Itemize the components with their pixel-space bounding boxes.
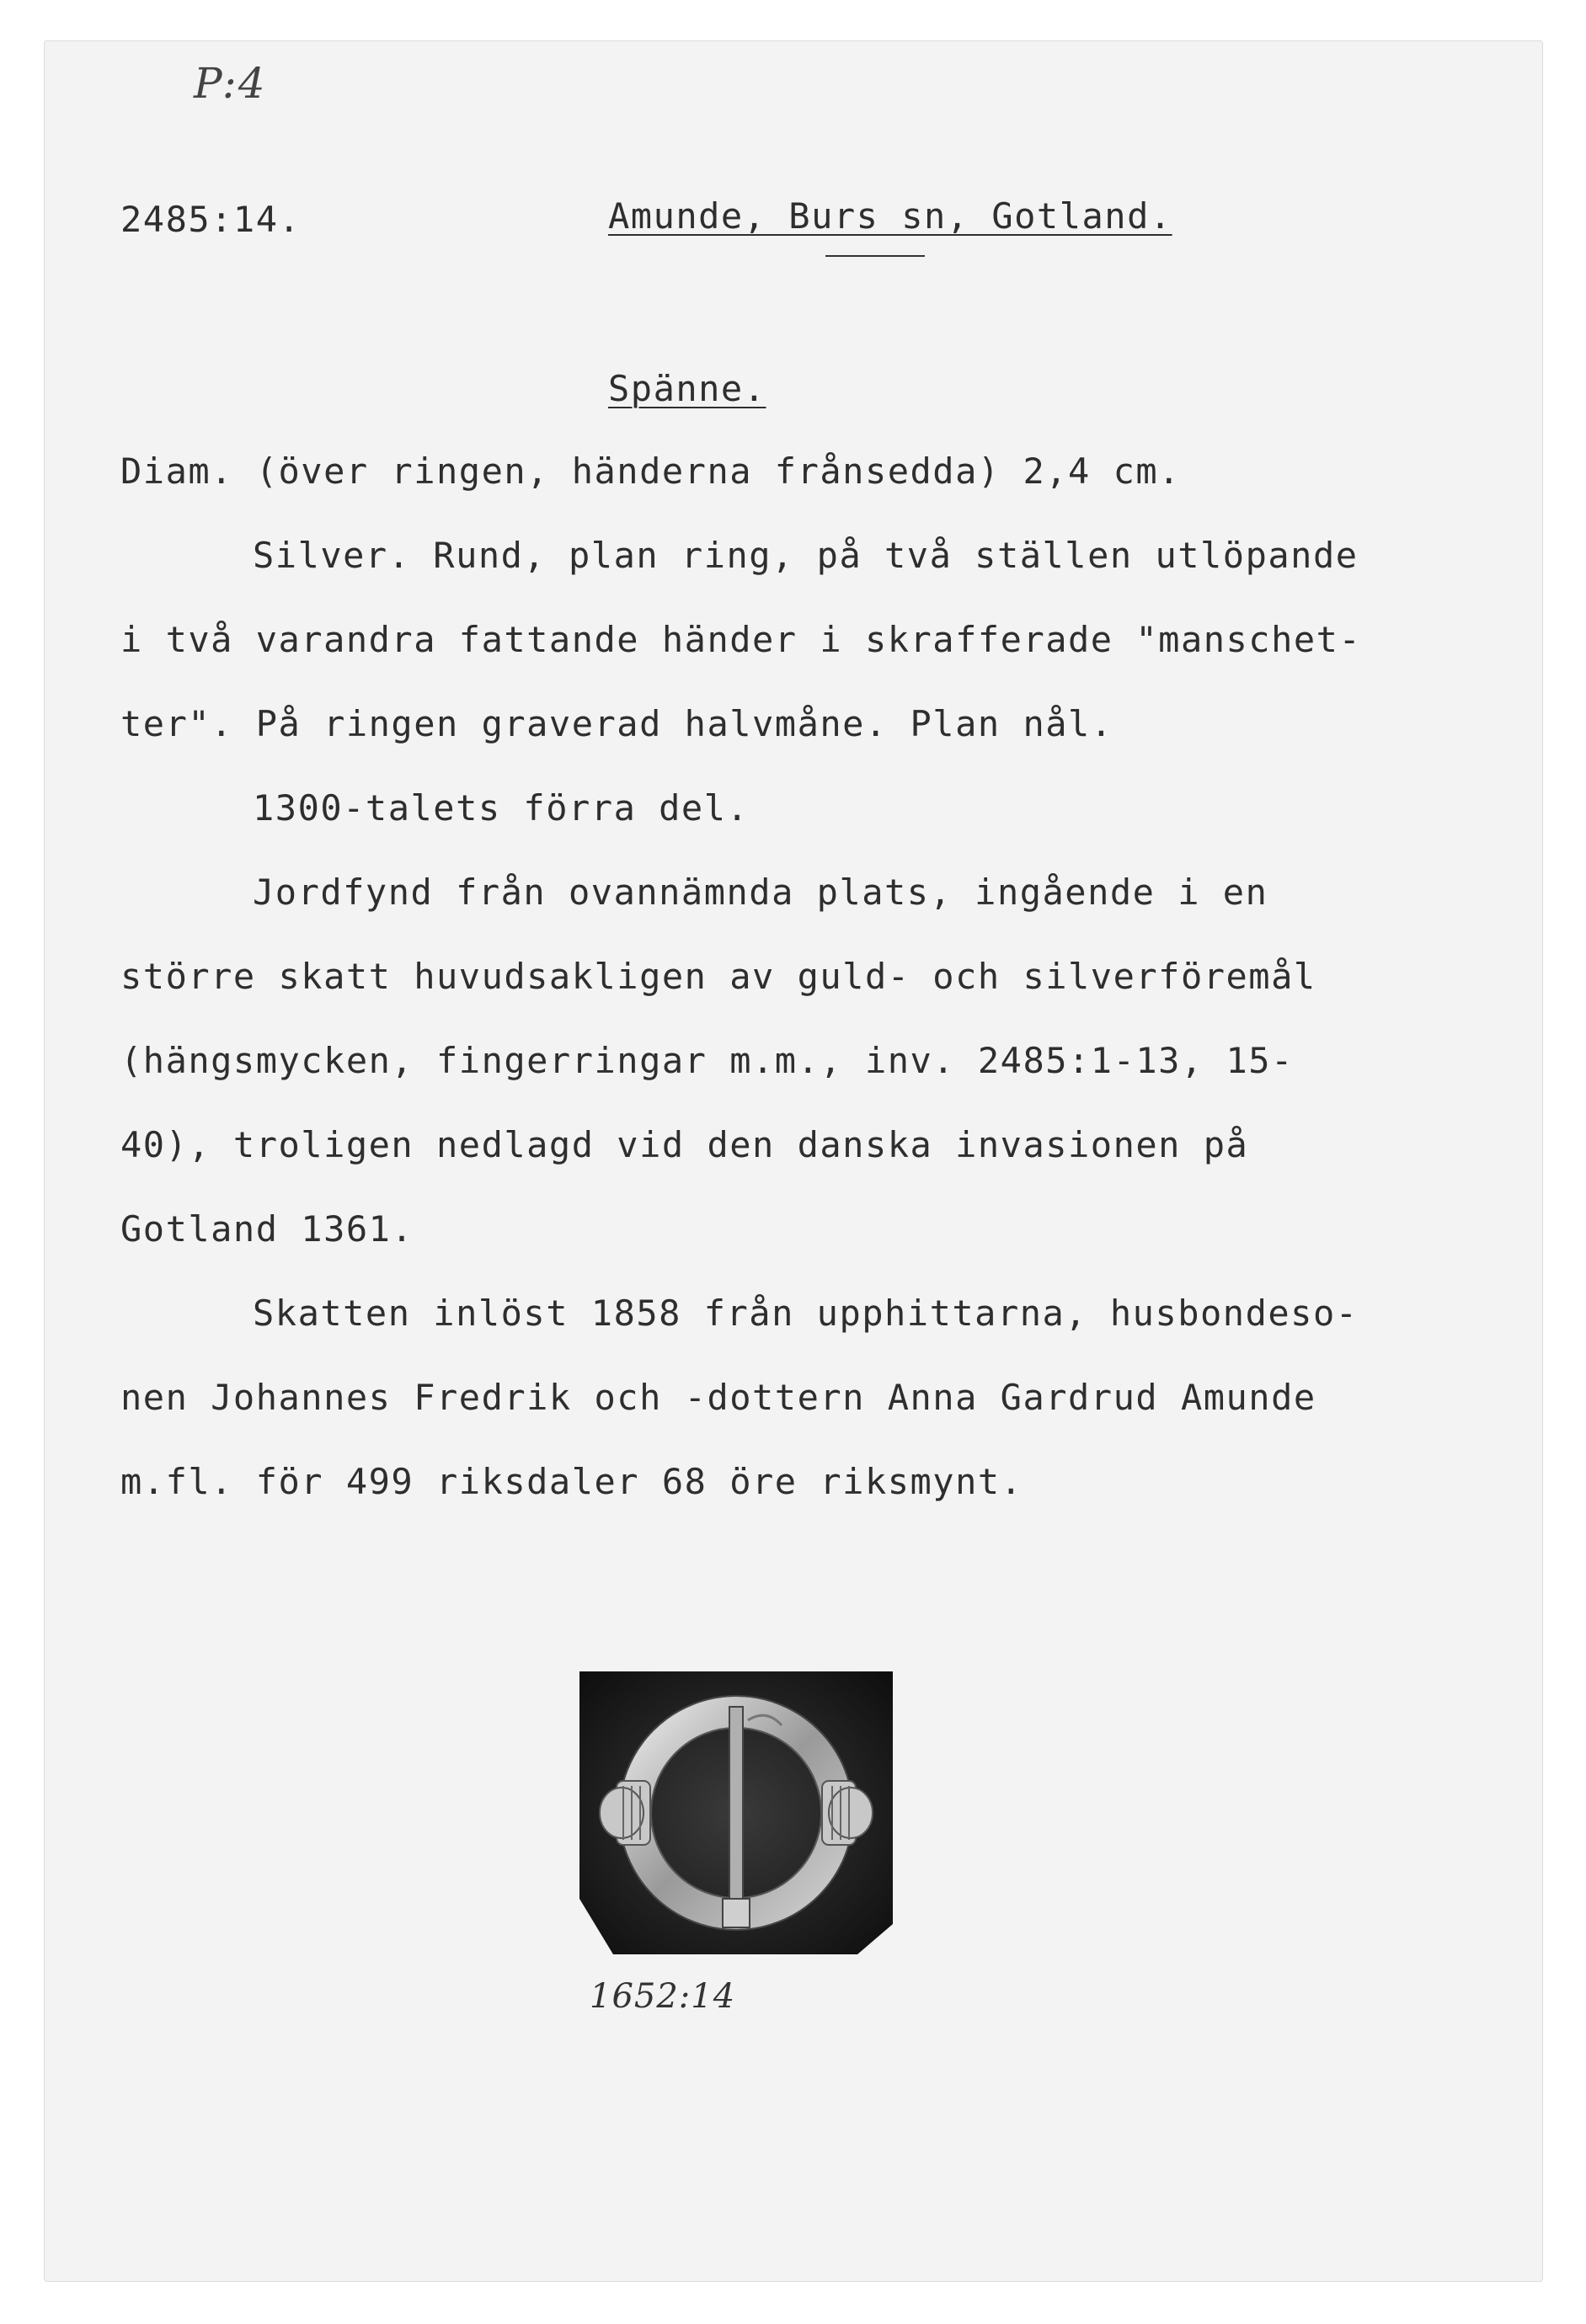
description-line: Diam. (över ringen, händerna frånsedda) 2,4 cm. bbox=[120, 450, 1181, 492]
description-line: ter". På ringen graverad halvmåne. Plan nål. bbox=[120, 703, 1113, 744]
description-line: Silver. Rund, plan ring, på två ställen utlöpande bbox=[253, 535, 1359, 576]
acquisition-line: m.fl. för 499 riksdaler 68 öre riksmynt. bbox=[120, 1461, 1023, 1502]
underline-mark bbox=[825, 255, 925, 257]
description-line: i två varandra fattande händer i skrafferade "manschet- bbox=[120, 619, 1362, 660]
acquisition-line: Skatten inlöst 1858 från upphittarna, husbondeso- bbox=[253, 1293, 1359, 1334]
handwritten-page-number: P:4 bbox=[194, 59, 267, 108]
acquisition-line: nen Johannes Fredrik och -dottern Anna Gardrud Amunde bbox=[120, 1377, 1316, 1418]
brooch-image bbox=[579, 1671, 893, 1954]
find-context-line: Gotland 1361. bbox=[120, 1208, 414, 1250]
find-context-line: (hängsmycken, fingerringar m.m., inv. 2485:1-13, 15- bbox=[120, 1040, 1294, 1081]
find-place: Amunde, Burs sn, Gotland. bbox=[608, 195, 1172, 237]
find-context-line: större skatt huvudsakligen av guld- och silverföremål bbox=[120, 956, 1316, 997]
object-name: Spänne. bbox=[608, 368, 766, 409]
find-context-line: 40), troligen nedlagd vid den danska invasionen på bbox=[120, 1124, 1249, 1165]
find-context-line: Jordfynd från ovannämnda plats, ingående i en bbox=[253, 872, 1268, 913]
handwritten-photo-number: 1652:14 bbox=[590, 1977, 736, 2016]
dating-line: 1300-talets förra del. bbox=[253, 787, 750, 829]
brooch-photo bbox=[579, 1671, 893, 1954]
catalog-number: 2485:14. bbox=[120, 199, 302, 240]
